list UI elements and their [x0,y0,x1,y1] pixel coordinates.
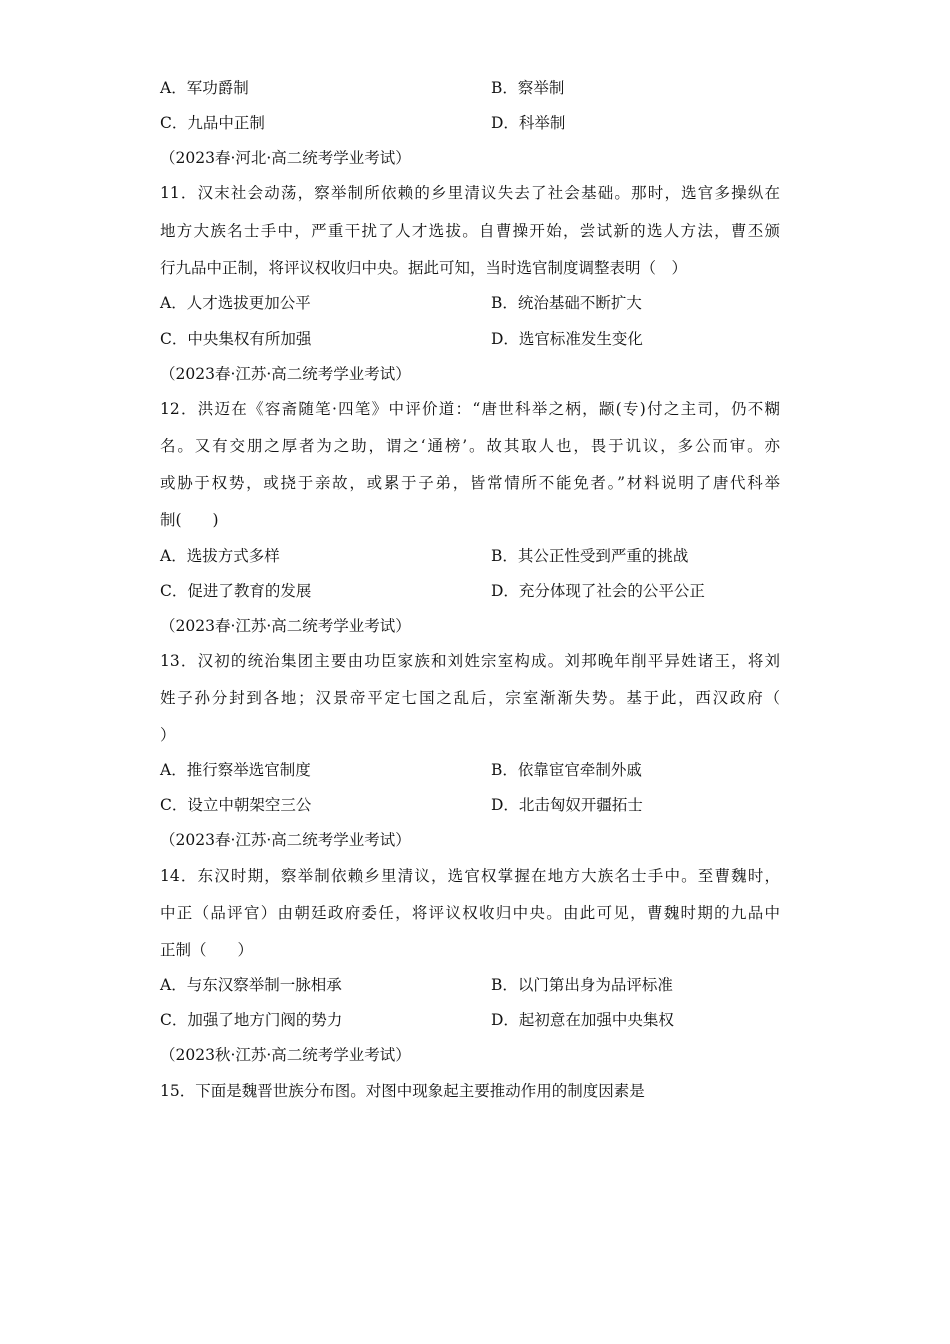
q12-stem-line-1: 12．洪迈在《容斋随笔·四笔》中评价道：“唐世科举之柄，颛(专)付之主司，仍不糊 [160,400,780,418]
q12-stem-line-4: 制( ) [160,511,219,529]
q14-option-a[interactable]: A．与东汉察举制一脉相承 [160,976,342,994]
q11-stem-line-2: 地方大族名士手中，严重干扰了人才选拔。自曹操开始，尝试新的选人方法，曹丕颁 [160,222,780,240]
q12-stem-line-2: 名。又有交朋之厚者为之助，谓之‘通榜’。故其取人也，畏于讥议，多公而审。亦 [160,437,780,455]
q11-option-a[interactable]: A．人才选拔更加公平 [160,294,311,312]
q13-option-a[interactable]: A．推行察举选官制度 [160,761,311,779]
q10-option-d[interactable]: D．科举制 [491,114,566,132]
q12-stem-line-3: 或胁于权势，或挠于亲故，或累于子弟，皆常情所不能免者。”材料说明了唐代科举 [160,474,780,492]
q13-stem-line-3: ） [160,726,176,744]
q13-option-b[interactable]: B．依靠宦官牵制外戚 [491,761,642,779]
q11-option-d[interactable]: D．选官标准发生变化 [491,330,643,348]
q11-option-c[interactable]: C．中央集权有所加强 [160,330,312,348]
q12-option-d[interactable]: D．充分体现了社会的公平公正 [491,582,705,600]
q12-option-b[interactable]: B．其公正性受到严重的挑战 [491,547,689,565]
q11-stem-line-1: 11．汉末社会动荡，察举制所依赖的乡里清议失去了社会基础。那时，选官多操纵在 [160,184,780,202]
q14-source: （2023春·江苏·高二统考学业考试） [160,831,411,849]
q10-option-c[interactable]: C．九品中正制 [160,114,265,132]
q13-source: （2023春·江苏·高二统考学业考试） [160,617,411,635]
q12-option-c[interactable]: C．促进了教育的发展 [160,582,312,600]
q11-source: （2023春·河北·高二统考学业考试） [160,149,411,167]
q14-option-d[interactable]: D．起初意在加强中央集权 [491,1011,674,1029]
q15-stem-line-1: 15．下面是魏晋世族分布图。对图中现象起主要推动作用的制度因素是 [160,1082,645,1100]
q14-stem-line-1: 14．东汉时期，察举制依赖乡里清议，选官权掌握在地方大族名士手中。至曹魏时， [160,867,780,885]
q14-stem-line-2: 中正（品评官）由朝廷政府委任，将评议权收归中央。由此可见，曹魏时期的九品中 [160,904,780,922]
q12-source: （2023春·江苏·高二统考学业考试） [160,365,411,383]
q14-option-c[interactable]: C．加强了地方门阀的势力 [160,1011,343,1029]
q11-stem-line-3: 行九品中正制，将评议权收归中央。据此可知，当时选官制度调整表明（ ） [160,259,688,277]
q14-option-b[interactable]: B．以门第出身为品评标准 [491,976,673,994]
q13-stem-line-1: 13．汉初的统治集团主要由功臣家族和刘姓宗室构成。刘邦晚年削平异姓诸王，将刘 [160,652,780,670]
q14-stem-line-3: 正制（ ） [160,941,254,959]
q11-option-b[interactable]: B．统治基础不断扩大 [491,294,642,312]
q10-option-a[interactable]: A．军功爵制 [160,79,249,97]
q13-stem-line-2: 姓子孙分封到各地；汉景帝平定七国之乱后，宗室渐渐失势。基于此，西汉政府（ [160,689,780,707]
q13-option-c[interactable]: C．设立中朝架空三公 [160,796,312,814]
q12-option-a[interactable]: A．选拔方式多样 [160,547,280,565]
q10-option-b[interactable]: B．察举制 [491,79,565,97]
q13-option-d[interactable]: D．北击匈奴开疆拓士 [491,796,643,814]
q15-source: （2023秋·江苏·高二统考学业考试） [160,1046,411,1064]
